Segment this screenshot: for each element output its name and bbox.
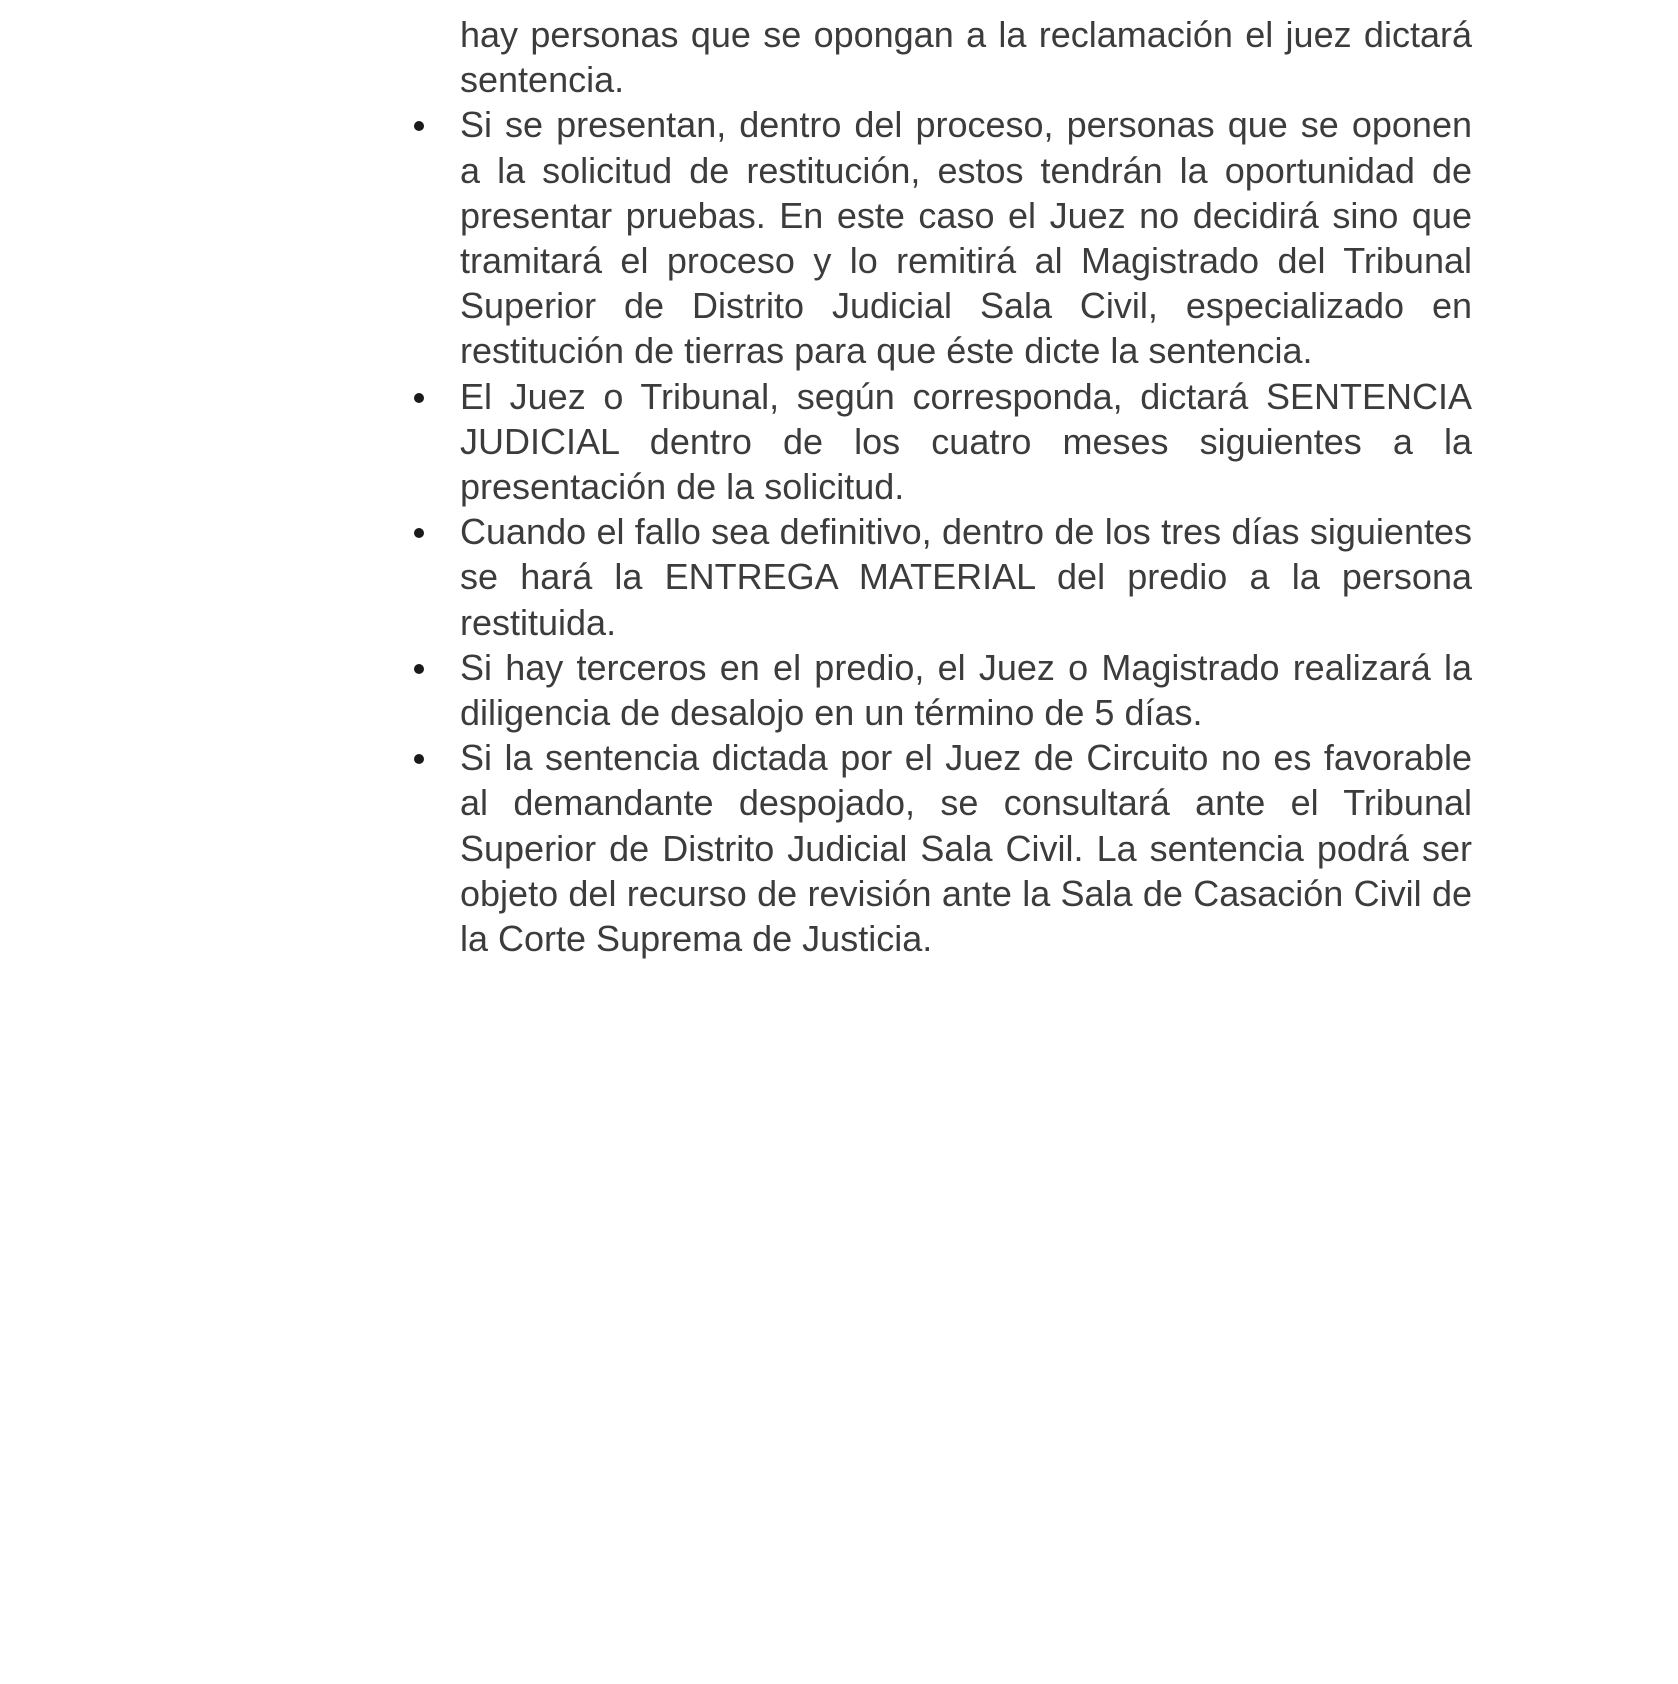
list-item-text: El Juez o Tribunal, según corresponda, dictará SENTENCIA JUDICIAL dentro de los cuatro meses siguientes a la presentación de la solicitud. (460, 375, 1472, 508)
list-item (460, 735, 1472, 961)
list-item-text: Si la sentencia dictada por el Juez de Circuito no es favorable al demandante despojado, se consultará ante el Tribunal Superior de Distrito Judicial Sala Civil. La sentencia podrá ser objeto del recurso de revisión ante la Sala de Casación Civil de la Corte Suprema de Justicia. (460, 737, 1472, 960)
bullet-icon (414, 393, 424, 403)
document-body (460, 12, 1472, 961)
bullet-list (460, 102, 1472, 961)
list-item-text: Cuando el fallo sea definitivo, dentro de los tres días siguientes se hará la ENTREGA MATERIAL del predio a la persona restituida. (460, 511, 1472, 643)
list-item-text: Si hay terceros en el predio, el Juez o Magistrado realizará la diligencia de desalojo en un término de 5 días. (460, 646, 1472, 734)
bullet-icon (414, 664, 424, 674)
list-item (460, 509, 1472, 645)
list-item (460, 102, 1472, 373)
list-item (460, 374, 1472, 510)
bullet-icon (414, 754, 424, 764)
bullet-icon (414, 528, 424, 538)
list-item-text: Si se presentan, dentro del proceso, personas que se oponen a la solicitud de restitución, estos tendrán la oportunidad de presentar pruebas. En este caso el Juez no decidirá sino que tramitará el proceso y lo remitirá al Magistrado del Tribunal Superior de Distrito Judicial Sala Civil, especializado en restitución de tierras para que éste dicte la sentencia. (460, 104, 1472, 372)
bullet-icon (414, 121, 424, 131)
continuation-paragraph: hay personas que se opongan a la reclamación el juez dictará sentencia. (460, 14, 1472, 101)
list-item (460, 645, 1472, 735)
